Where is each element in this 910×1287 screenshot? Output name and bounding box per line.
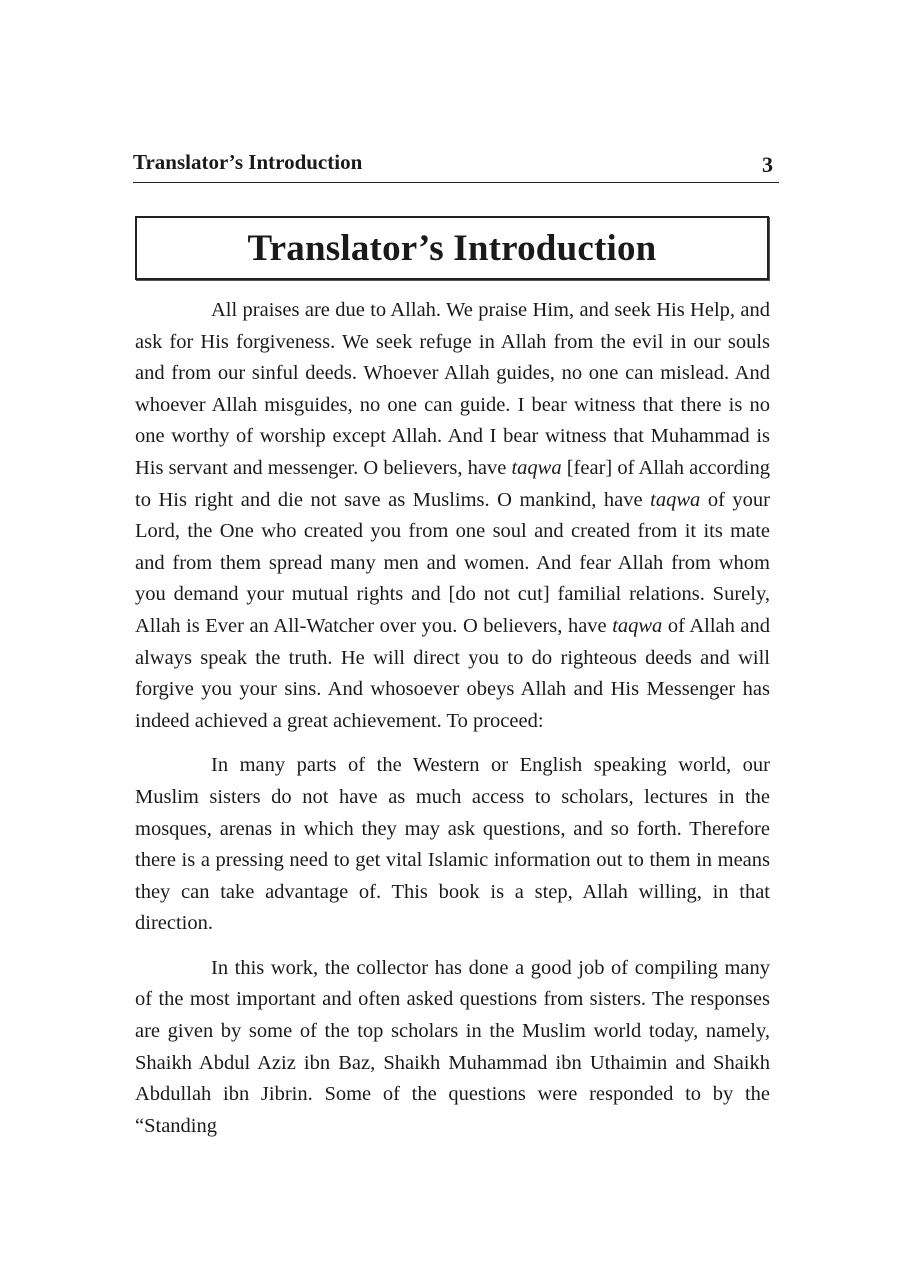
paragraph-1 xyxy=(135,295,770,737)
body-text xyxy=(135,295,770,1155)
paragraph-segment: [fear] of Allah according to His right and die not save as Muslims. O mankind, have xyxy=(135,456,770,511)
paragraph-segment-italic: taqwa xyxy=(650,488,701,511)
running-header-title: Translator’s Introduction xyxy=(133,150,363,174)
paragraph-segment: of Allah and always speak the truth. He will direct you to do righteous deeds and will forgive you your sins. And whosoever obeys Allah and His Messenger has indeed achieved a great achievement. To proceed: xyxy=(135,614,770,732)
paragraph-2 xyxy=(135,750,770,940)
paragraph-segment: In this work, the collector has done a good job of compiling many of the most important and often asked questions from sisters. The responses are given by some of the top scholars in the Muslim world today, namely, Shaikh Abdul Aziz ibn Baz, Shaikh Muhammad ibn Uthaimin and Shaikh Abdullah ibn Jibrin. Some of the questions were responded to by the “Standing xyxy=(135,956,770,1137)
paragraph-segment: of your Lord, the One who created you from one soul and created from it its mate and from them spread many men and women. And fear Allah from whom you demand your mutual rights and [do not cut] familial relations. Surely, Allah is Ever an All-Watcher over you. O believers, have xyxy=(135,488,771,637)
paragraph-3 xyxy=(135,953,770,1143)
page-number: 3 xyxy=(762,152,773,177)
chapter-title-box xyxy=(135,216,769,280)
chapter-title: Translator’s Introduction xyxy=(247,227,657,269)
paragraph-segment-italic: taqwa xyxy=(511,456,562,479)
running-header xyxy=(133,150,779,183)
paragraph-segment: All praises are due to Allah. We praise Him, and seek His Help, and ask for His forgiveness. We seek refuge in Allah from the evil in our souls and from our sinful deeds. Whoever Allah guides, no one can mislead. And whoever Allah misguides, no one can guide. I bear witness that there is no one worthy of worship except Allah. And I bear witness that Muhammad is His servant and messenger. O believers, have xyxy=(135,299,770,479)
paragraph-segment: In many parts of the Western or English speaking world, our Muslim sisters do not have as much access to scholars, lectures in the mosques, arenas in which they may ask questions, and so forth. Therefore there is a pressing need to get vital Islamic information out to them in means they can take advantage of. This book is a step, Allah willing, in that direction. xyxy=(135,754,770,935)
paragraph-segment-italic: taqwa xyxy=(612,614,663,637)
